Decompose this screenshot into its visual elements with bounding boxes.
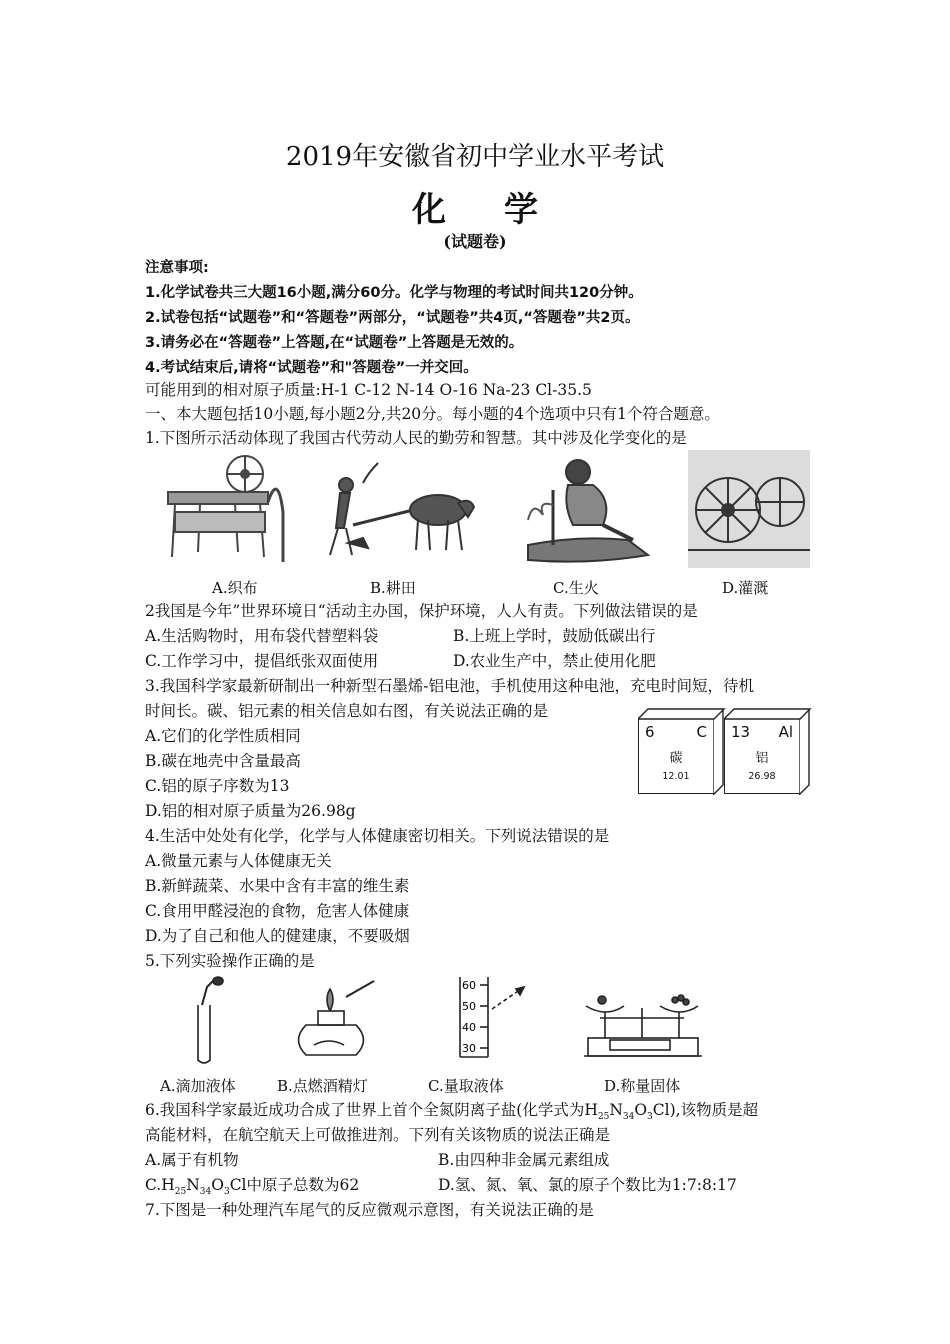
irrigation-waterwheel-image [688, 450, 810, 568]
section-1-intro: 一、本大题包括10小题,每小题2分,共20分。每小题的4个选项中只有1个符合题意。 [145, 405, 720, 423]
q2-stem: 2我国是今年”世界环境日“活动主办国，保护环境，人人有责。下列做法错误的是 [145, 602, 698, 620]
alcohol-lamp-image [286, 975, 376, 1067]
q5-option-a: A.滴加液体 [160, 1077, 236, 1095]
q4-option-a: A.微量元素与人体健康无关 [145, 852, 332, 870]
formula-o-c: O [211, 1176, 224, 1194]
q6-option-a: A.属于有机物 [145, 1151, 239, 1169]
formula-cl-c: Cl [229, 1176, 247, 1194]
aluminum-atomic-number: 13 [731, 723, 751, 741]
note-4: 4.考试结束后,请将“试题卷”和"答题卷”一并交回。 [145, 360, 478, 376]
formula-h-count-c: 25 [174, 1187, 187, 1198]
aluminum-atomic-mass: 26.98 [748, 771, 776, 782]
dropper-test-tube-image [188, 975, 228, 1067]
formula-n-count: 34 [622, 1112, 635, 1123]
q3-stem-line-1: 3.我国科学家最新研制出一种新型石墨烯-铝电池，手机使用这种电池，充电时间短，待机 [145, 677, 755, 695]
q4-option-b: B.新鲜蔬菜、水果中含有丰富的维生素 [145, 877, 410, 895]
q6-option-c-prefix: C. [145, 1176, 162, 1194]
element-card-aluminum [724, 718, 800, 794]
q6-option-c [145, 1175, 359, 1202]
graduated-cylinder-image [452, 973, 537, 1063]
q3-option-a: A.它们的化学性质相同 [145, 727, 301, 745]
formula-n-c: N [186, 1176, 200, 1194]
cylinder-mark-40: 40 [462, 1021, 476, 1034]
weaving-loom-image [160, 452, 290, 567]
q6-option-d: D.氢、氮、氧、氯的原子个数比为1:7:8:17 [438, 1176, 737, 1194]
q3-stem-line-2: 时间长。碳、铝元素的相关信息如右图，有关说法正确的是 [145, 702, 549, 720]
exam-title: 2019年安徽省初中学业水平考试 [285, 142, 665, 172]
q4-stem: 4.生活中处处有化学，化学与人体健康密切相关。下列说法错误的是 [145, 827, 610, 845]
q5-stem: 5.下列实验操作正确的是 [145, 952, 315, 970]
q2-option-c: C.工作学习中，提倡纸张双面使用 [145, 652, 379, 670]
q3-option-d: D.铝的相对原子质量为26.98g [145, 802, 356, 820]
q6-stem-line-1 [145, 1100, 758, 1127]
formula-o: O [634, 1101, 648, 1119]
q2-option-b: B.上班上学时，鼓励低碳出行 [453, 627, 656, 645]
formula-h-count: 25 [597, 1112, 610, 1123]
q6-option-b: B.由四种非金属元素组成 [438, 1151, 610, 1169]
q2-option-a: A.生活购物时，用布袋代替塑料袋 [145, 627, 379, 645]
element-card-carbon [638, 718, 714, 794]
notes-heading: 注意事项: [145, 260, 209, 276]
q3-option-c: C.铝的原子序数为13 [145, 777, 290, 795]
making-fire-image [508, 450, 658, 568]
atomic-masses: 可能用到的相对原子质量:H-1 C-12 N-14 O-16 Na-23 Cl-35.5 [145, 381, 592, 399]
note-2: 2.试卷包括“试题卷”和“答题卷”两部分，“试题卷”共4页,“答题卷”共2页。 [145, 310, 640, 326]
formula-n-count-c: 34 [199, 1187, 212, 1198]
q1-option-b: B.耕田 [370, 579, 416, 597]
cylinder-mark-50: 50 [462, 1000, 476, 1013]
plowing-ox-image [318, 455, 478, 565]
q5-option-d: D.称量固体 [604, 1077, 681, 1095]
formula-n: N [609, 1101, 623, 1119]
q5-option-b: B.点燃酒精灯 [277, 1077, 368, 1095]
note-3: 3.请务必在“答题卷”上答题,在“试题卷”上答题是无效的。 [145, 335, 524, 351]
q6-stem-post: ),该物质是超 [669, 1101, 759, 1119]
subject-title: 化学 [412, 190, 596, 230]
q7-stem: 7.下图是一种处理汽车尾气的反应微观示意图，有关说法正确的是 [145, 1201, 594, 1219]
q6-stem-pre: 6.我国科学家最近成功合成了世界上首个全氮阴离子盐(化学式为H [145, 1101, 598, 1119]
balance-scale-image [580, 978, 705, 1063]
q4-option-c: C.食用甲醛浸泡的食物，危害人体健康 [145, 902, 410, 920]
q1-option-d: D.灌溉 [722, 579, 769, 597]
formula-cl: Cl [652, 1101, 670, 1119]
q6-stem-line-2: 高能材料，在航空航天上可做推进剂。下列有关该物质的说法正确是 [145, 1126, 611, 1144]
q1-stem: 1.下图所示活动体现了我国古代劳动人民的勤劳和智慧。其中涉及化学变化的是 [145, 429, 687, 447]
q6-option-c-text: 中原子总数为62 [246, 1176, 360, 1194]
carbon-atomic-number: 6 [645, 723, 655, 741]
q5-option-c: C.量取液体 [428, 1077, 504, 1095]
formula-h-c: H [161, 1176, 175, 1194]
q4-option-d: D.为了自己和他人的健建康，不要吸烟 [145, 927, 410, 945]
q2-option-d: D.农业生产中，禁止使用化肥 [453, 652, 656, 670]
note-1: 1.化学试卷共三大题16小题,满分60分。化学与物理的考试时间共120分钟。 [145, 285, 643, 301]
paper-label: (试题卷) [443, 232, 507, 251]
q1-option-a: A.织布 [212, 579, 258, 597]
q1-option-c: C.生火 [553, 579, 599, 597]
formula-o-count: 3 [647, 1112, 653, 1123]
carbon-symbol: C [696, 723, 707, 741]
aluminum-symbol: Al [778, 723, 793, 741]
carbon-name: 碳 [669, 751, 683, 766]
cylinder-mark-30: 30 [462, 1042, 476, 1055]
carbon-atomic-mass: 12.01 [662, 771, 690, 782]
cylinder-mark-60: 60 [462, 979, 476, 992]
aluminum-name: 铝 [755, 751, 769, 766]
q3-option-b: B.碳在地壳中含量最高 [145, 752, 301, 770]
formula-o-count-c: 3 [223, 1187, 230, 1198]
